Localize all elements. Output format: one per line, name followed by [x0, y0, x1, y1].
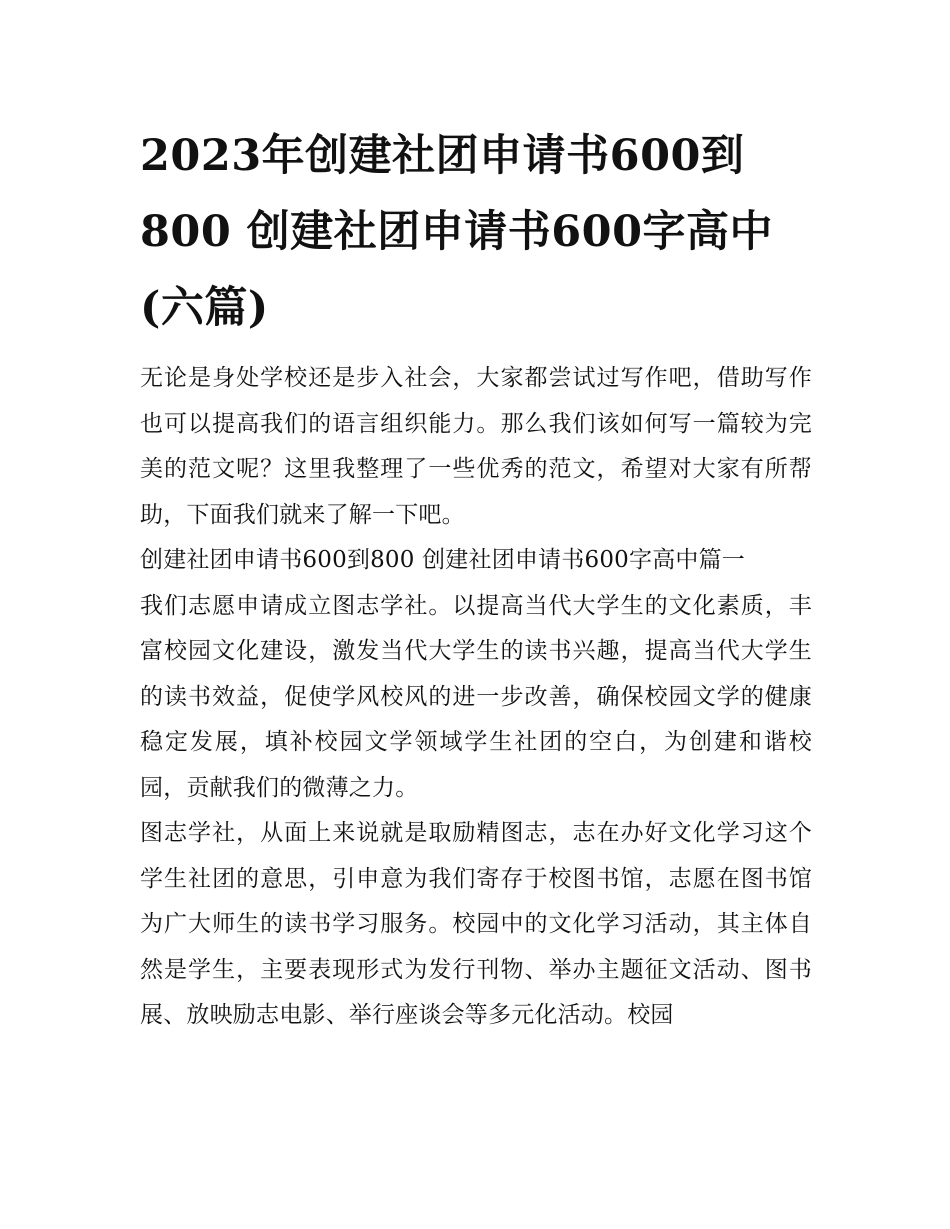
document-page — [140, 118, 812, 1039]
document-body — [140, 356, 812, 1039]
document-title: 2023年创建社团申请书600到800 创建社团申请书600字高中(六篇) — [140, 131, 773, 333]
body-paragraph: 图志学社，从面上来说就是取励精图志，志在办好文化学习这个学生社团的意思，引申意为我们寄存于校图书馆，志愿在图书馆为广大师生的读书学习服务。校园中的文化学习活动，其主体自然是学生，主要表现形式为发行刊物、举办主题征文活动、图书展、放映励志电影、举行座谈会等多元化活动。校园 — [140, 820, 812, 1028]
section-heading: 创建社团申请书600到800 创建社团申请书600字高中篇一 — [140, 547, 746, 573]
intro-paragraph: 无论是身处学校还是步入社会，大家都尝试过写作吧，借助写作也可以提高我们的语言组织能力。那么我们该如何写一篇较为完美的范文呢？这里我整理了一些优秀的范文，希望对大家有所帮助，下面我们就来了解一下吧。 — [140, 365, 812, 528]
body-paragraph: 我们志愿申请成立图志学社。以提高当代大学生的文化素质，丰富校园文化建设，激发当代大学生的读书兴趣，提高当代大学生的读书效益，促使学风校风的进一步改善，确保校园文学的健康稳定发展，填补校园文学领域学生社团的空白，为创建和谐校园，贡献我们的微薄之力。 — [140, 592, 812, 801]
